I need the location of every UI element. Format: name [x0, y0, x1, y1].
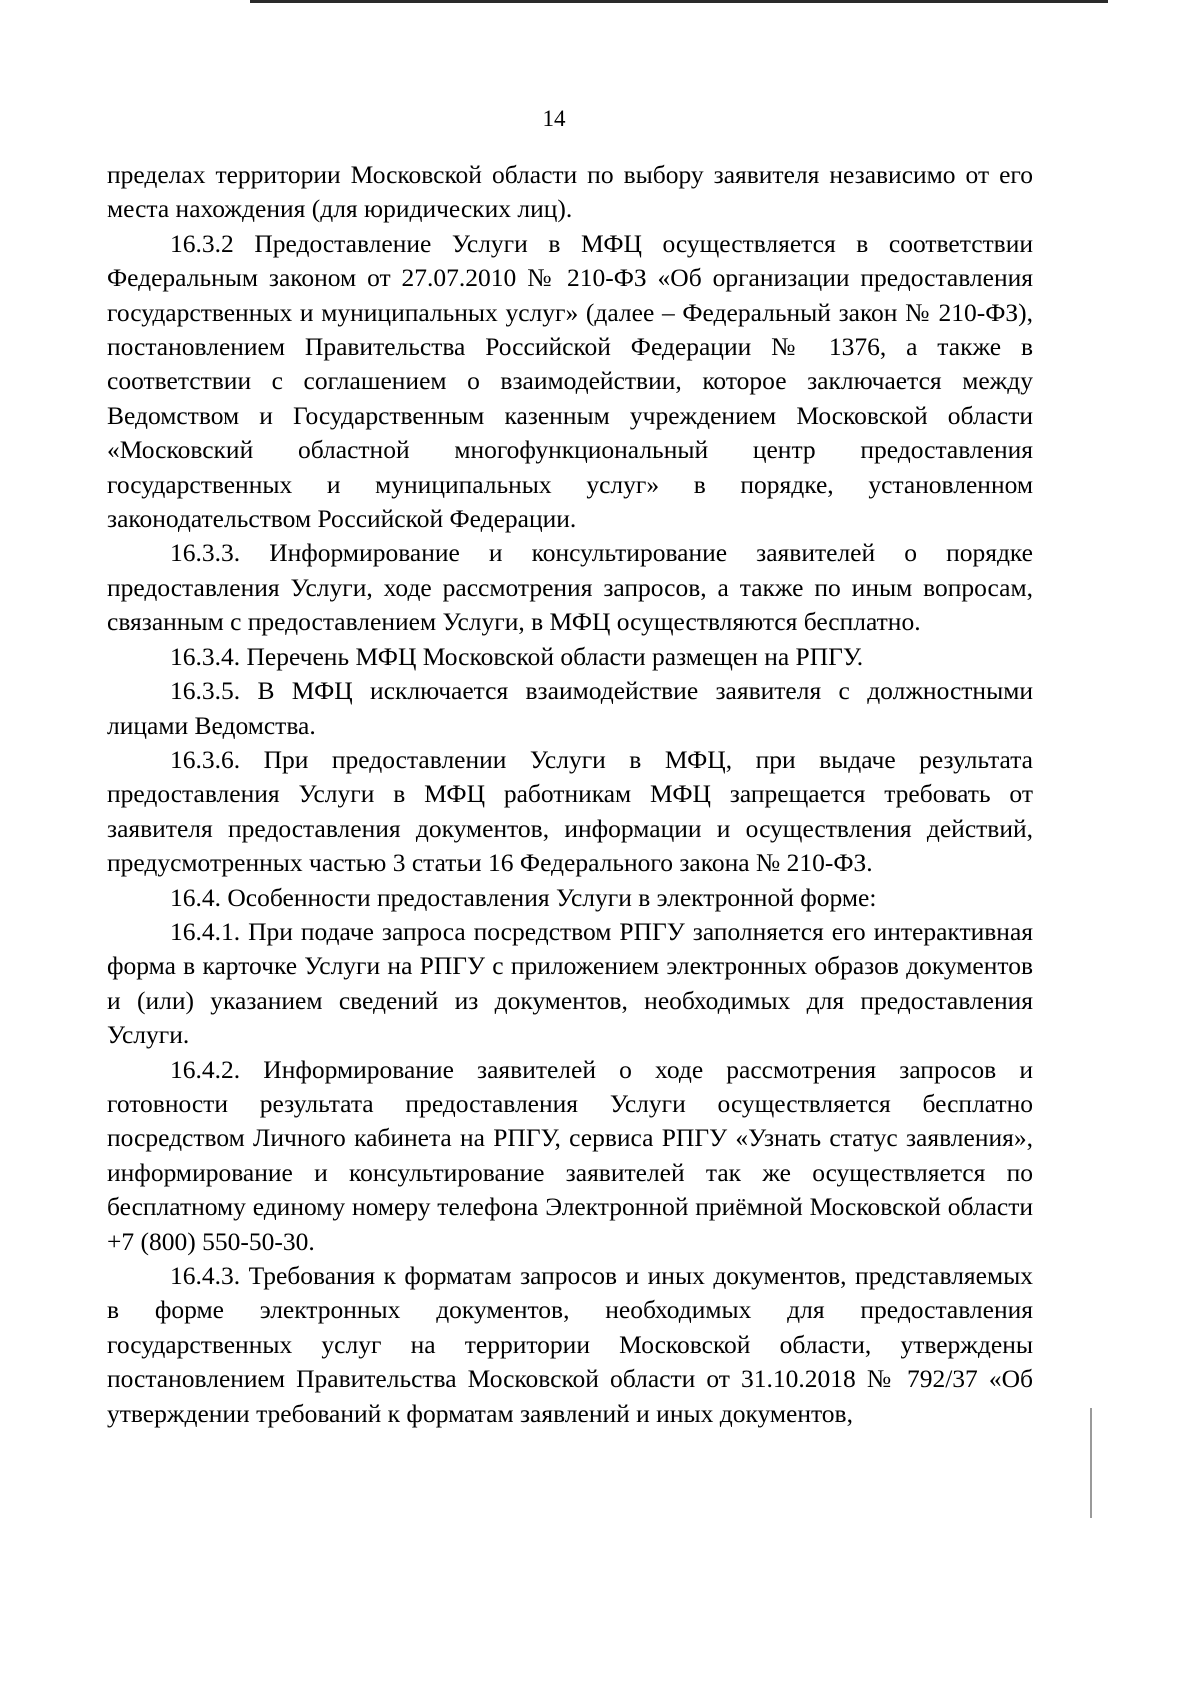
page-number: 14 — [542, 106, 566, 131]
paragraph-16-4-1: 16.4.1. При подаче запроса посредством РПГУ заполняется его интерактивная форма в карточке Услуги на РПГУ с приложением электронных образов документов и (или) указанием сведений из документов, необходимых для предоставления Услуги. — [107, 916, 1033, 1050]
paragraph-16-4-2: 16.4.2. Информирование заявителей о ходе рассмотрения запросов и готовности результата предоставления Услуги осуществляется бесплатно посредством Личного кабинета на РПГУ, сервиса РПГУ «Узнать статус заявления», информирование и консультирование заявителей так же осуществляется по бесплатному единому номеру телефона Электронной приёмной Московской области +7 (800) 550-50-30. — [107, 1054, 1033, 1256]
paragraph-16-3-2: 16.3.2 Предоставление Услуги в МФЦ осуществляется в соответствии Федеральным законом от 27.07.2010 № 210-ФЗ «Об организации предоставления государственных и муниципальных услуг» (далее – Федеральный закон № 210-ФЗ), постановлением Правительства Российской Федерации № 1376, а также в соответствии с соглашением о взаимодействии, которое заключается между Ведомством и Государственным казенным учреждением Московской области «Московский областной многофункциональный центр предоставления государственных и муниципальных услуг» в порядке, установленном законодательством Российской Федерации. — [107, 228, 1033, 534]
paragraph-16-3-4: 16.3.4. Перечень МФЦ Московской области размещен на РПГУ. — [170, 641, 864, 671]
paragraph-16-3-3: 16.3.3. Информирование и консультирование заявителей о порядке предоставления Услуги, ходе рассмотрения запросов, а также по иным вопросам, связанным с предоставлением Услуги, в МФЦ осуществляются бесплатно. — [107, 538, 1033, 637]
scan-edge-mark — [1090, 1408, 1092, 1518]
paragraph-16-4: 16.4. Особенности предоставления Услуги в электронной форме: — [170, 882, 877, 912]
top-scan-edge — [250, 0, 1108, 3]
paragraph-16-3-6: 16.3.6. При предоставлении Услуги в МФЦ, при выдаче результата предоставления Услуги в МФЦ работникам МФЦ запрещается требовать от заявителя предоставления документов, информации и осуществления действий, предусмотренных частью 3 статьи 16 Федерального закона № 210-ФЗ. — [107, 744, 1033, 878]
paragraph-continuation: пределах территории Московской области по выбору заявителя независимо от его места нахождения (для юридических лиц). — [107, 160, 1033, 224]
paragraph-16-3-5: 16.3.5. В МФЦ исключается взаимодействие заявителя с должностными лицами Ведомства. — [107, 676, 1033, 740]
document-body — [107, 158, 1033, 1431]
paragraph-16-4-3: 16.4.3. Требования к форматам запросов и иных документов, представляемых в форме электронных документов, необходимых для предоставления государственных услуг на территории Московской области, утверждены постановлением Правительства Московской области от 31.10.2018 № 792/37 «Об утверждении требований к форматам заявлений и иных документов, — [107, 1261, 1033, 1428]
